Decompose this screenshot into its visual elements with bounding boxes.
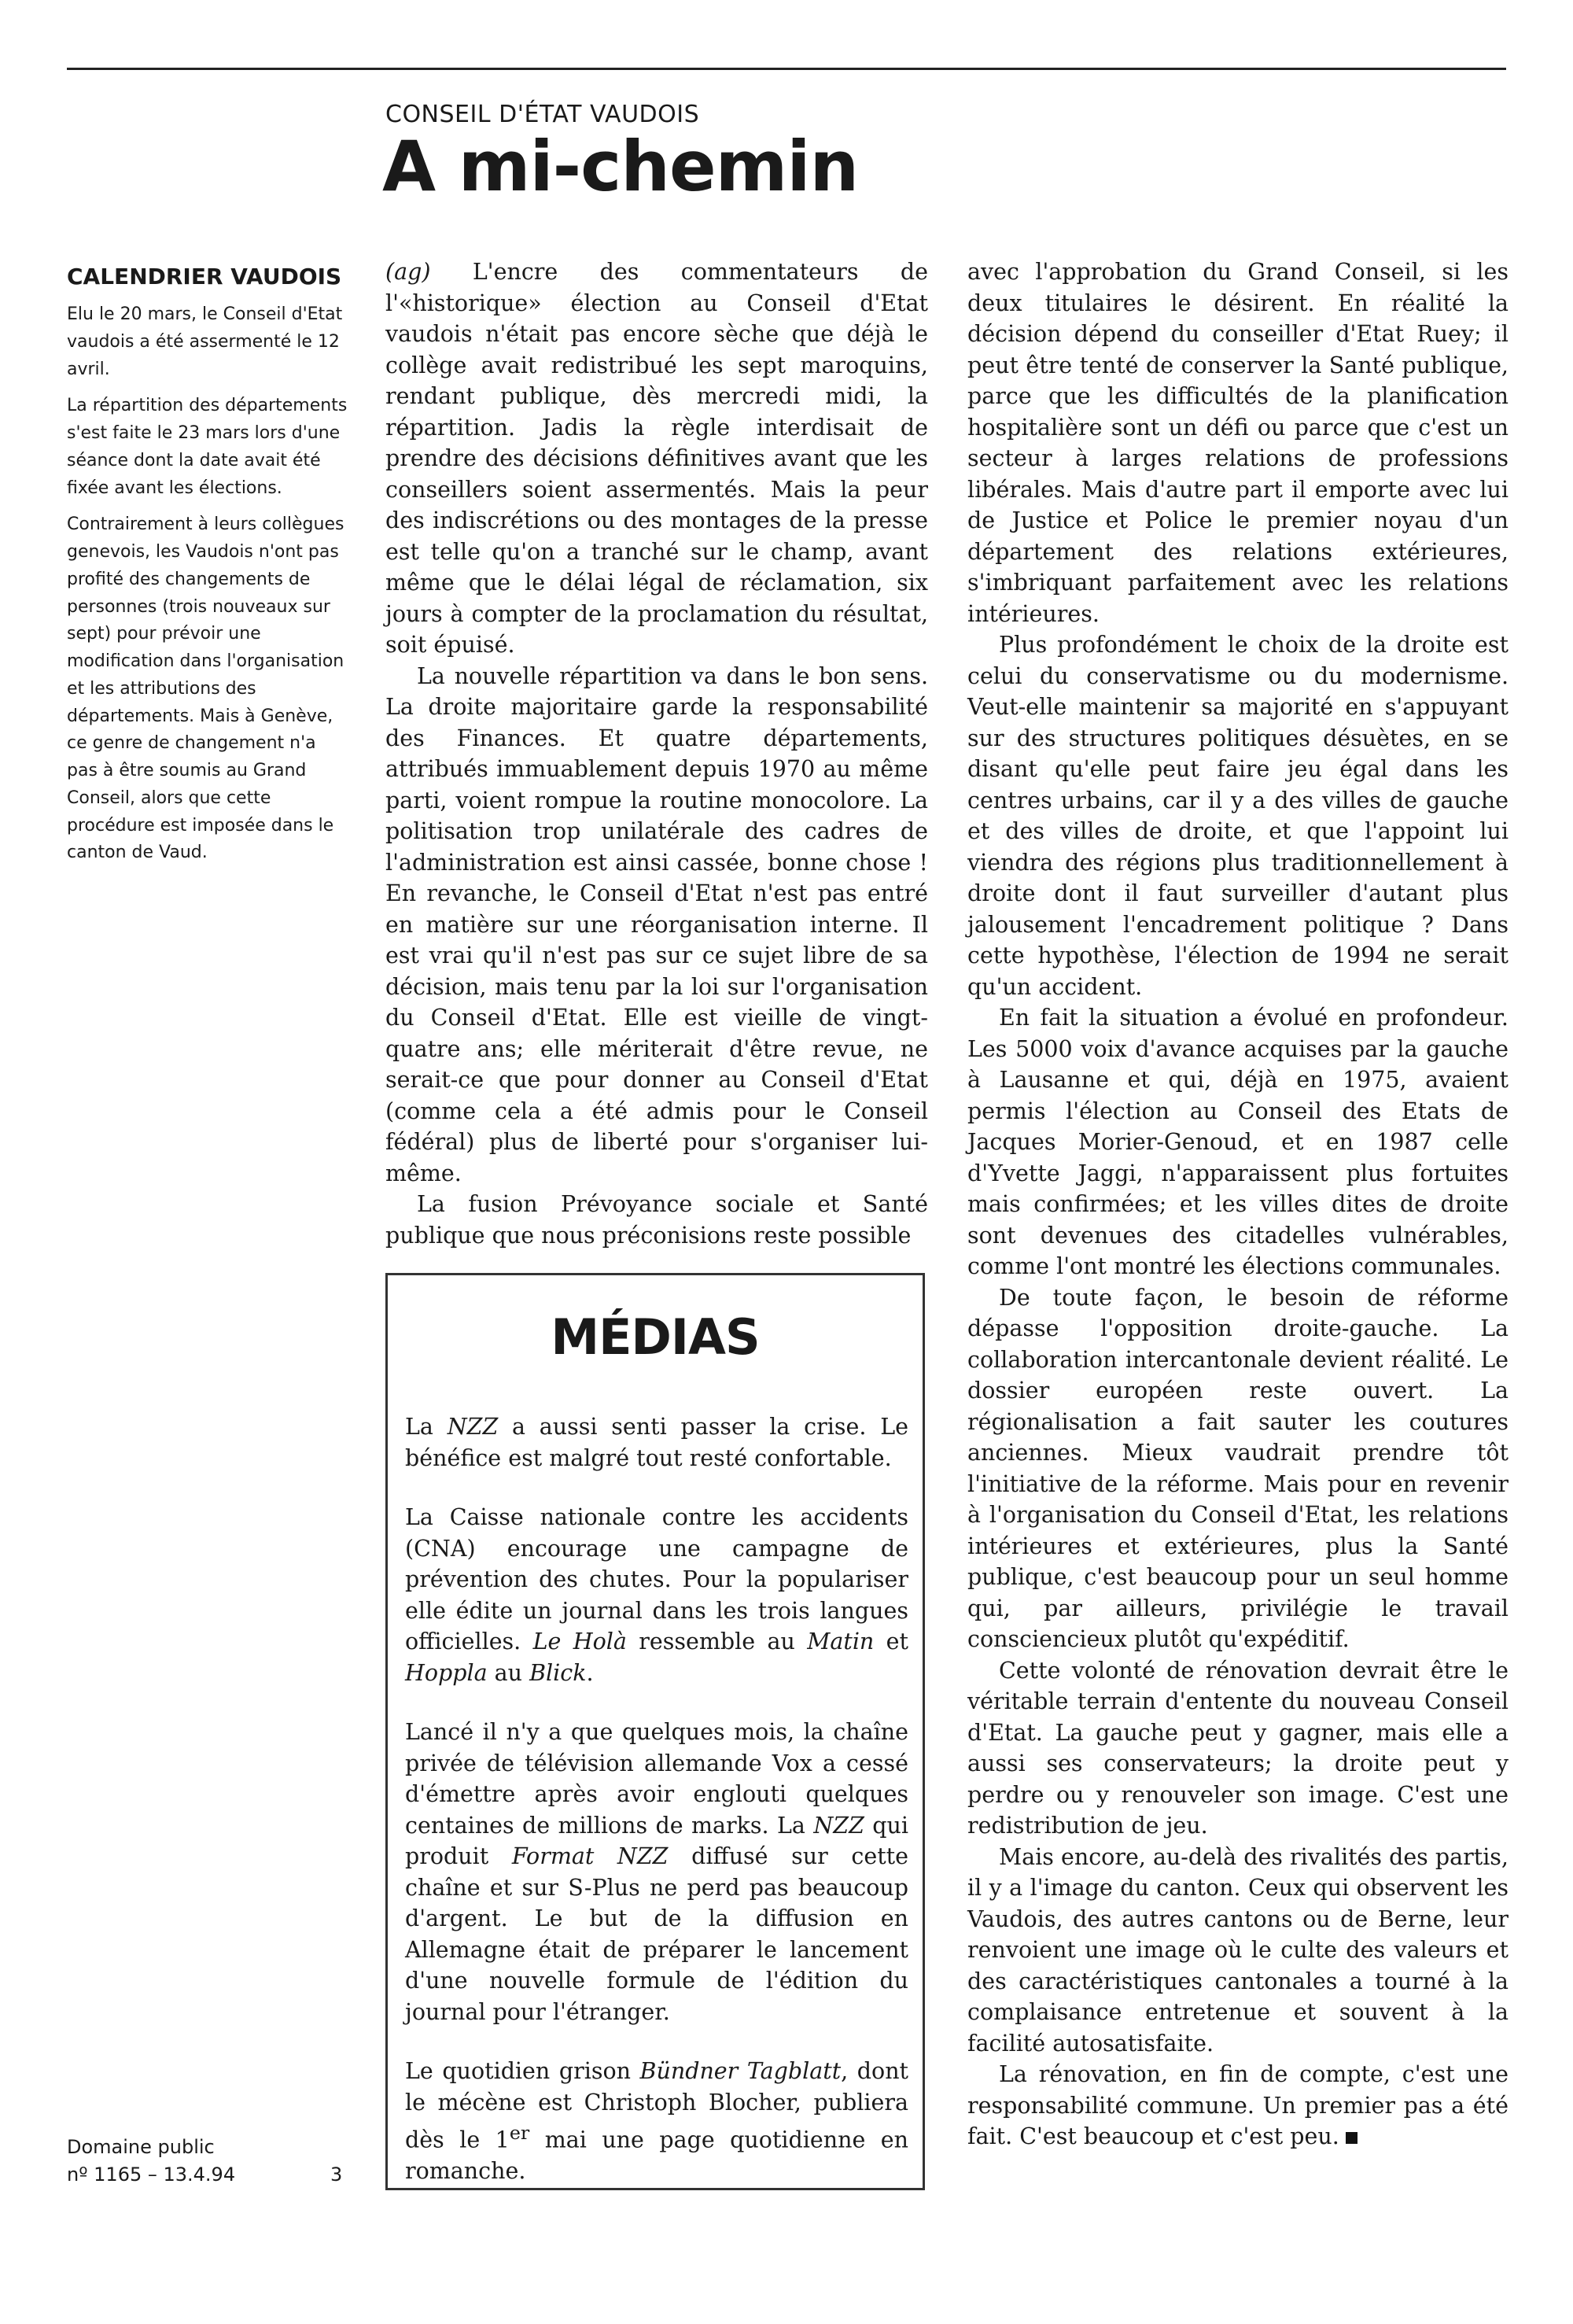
sidebar-paragraph: La répartition des départements s'est faite le 23 mars lors d'une séance dont la date avait été fixée avant les élections. [67, 396, 348, 498]
article-paragraph: La fusion Prévoyance sociale et Santé publique que nous préconisions reste possible [385, 1191, 928, 1249]
medias-title: MÉDIAS [551, 1308, 760, 1366]
medias-item: Le quotidien grison Bündner Tagblatt, dont le mécène est Christoph Blocher, publiera dès le 1er mai une page quotidienne en romanche. [405, 2058, 909, 2184]
sidebar-title: CALENDRIER VAUDOIS [67, 264, 342, 290]
article-paragraph: Mais encore, au-delà des rivalités des partis, il y a l'image du canton. Ceux qui observent les Vaudois, des autres cantons ou de Berne, leur renvoient une image où le culte des valeurs et des caractéristiques cantonales a tourné à la complaisance entretenue et souvent à la facilité autosatisfaite. [967, 1843, 1509, 2057]
sidebar-paragraph: Elu le 20 mars, le Conseil d'Etat vaudois a été assermenté le 12 avril. [67, 304, 343, 379]
headline: A mi-chemin [382, 126, 859, 207]
article-paragraph: La rénovation, en fin de compte, c'est une responsabilité commune. Un premier pas a été fait. C'est beaucoup et c'est peu. [967, 2061, 1509, 2149]
article-paragraph: De toute façon, le besoin de réforme dépasse l'opposition droite-gauche. La collaboration intercantonale devient réalité. Le dossier européen reste ouvert. La régionalisation a fait sauter les coutures anciennes. Mieux vaudrait prendre tôt l'initiative de la réforme. Mais pour en revenir à l'organisation du Conseil d'Etat, les relations intérieures et extérieures, plus la Santé publique, c'est beaucoup pour un seul homme qui, par ailleurs, privilégie le travail consciencieux plutôt qu'expéditif. [967, 1284, 1509, 1652]
issue-number: nº 1165 – 13.4.94 [67, 2163, 236, 2186]
article-paragraph: Plus profondément le choix de la droite est celui du conservatisme ou du modernisme. Veut-elle maintenir sa majorité en s'appuyant sur des structures politiques désuètes, en se disant qu'elle peut faire jeu égal dans les centres urbains, car il y a des villes de gauche et des villes de droite, et que l'appoint lui viendra des régions plus traditionnellement à droite dont il faut surveiller d'autant plus jalousement l'encadrement politique ? Dans cette hypothèse, l'élection de 1994 ne serait qu'un accident. [967, 632, 1509, 1000]
footer-publication [67, 2134, 235, 2189]
section-kicker: CONSEIL D'ÉTAT VAUDOIS [385, 101, 700, 128]
article-paragraph: (ag) L'encre des commentateurs de l'«historique» élection au Conseil d'Etat vaudois n'était pas encore sèche que déjà le collège avait redistribué les sept maroquins, rendant publique, dès mercredi midi, la répartition. Jadis la règle interdisait de prendre des décisions définitives avant que les conseillers soient assermentés. Mais la peur des indiscrétions ou des montages de la presse est telle qu'on a tranché sur le champ, avant même que le délai légal de réclamation, six jours à compter de la proclamation du résultat, soit épuisé. [385, 259, 928, 658]
medias-box [385, 1273, 925, 2190]
article-paragraph: avec l'approbation du Grand Conseil, si les deux titulaires le désirent. En réalité la décision dépend du conseiller d'Etat Ruey; il peut être tenté de conserver la Santé publique, parce que les difficultés de la planification hospitalière sont un défi ou parce que c'est un secteur à larges relations de professions libérales. Mais d'autre part il emporte avec lui de Justice et Police le premier noyau d'un département des relations extérieures, s'imbriquant parfaitement avec les relations intérieures. [967, 259, 1509, 627]
article-paragraph: Cette volonté de rénovation devrait être le véritable terrain d'entente du nouveau Conseil d'Etat. La gauche peut y gagner, mais elle a aussi ses conservateurs; la droite peut y perdre ou y renouveler son image. C'est une redistribution de jeu. [967, 1657, 1509, 1839]
author-initials: (ag) [385, 259, 431, 285]
top-rule [67, 68, 1506, 70]
article-paragraph: En fait la situation a évolué en profondeur. Les 5000 voix d'avance acquises par la gauche à Lausanne et qui, déjà en 1975, avaient permis l'élection au Conseil des Etats de Jacques Morier-Genoud, et en 1987 celle d'Yvette Jaggi, n'apparaissent plus fortuites mais confirmées; et les villes dites de droite sont devenues des citadelles vulnérables, comme l'ont montré les élections communales. [967, 1005, 1509, 1279]
medias-item: La NZZ a aussi senti passer la crise. Le bénéfice est malgré tout resté confortable. [405, 1414, 908, 1471]
article-paragraph: La nouvelle répartition va dans le bon sens. La droite majoritaire garde la responsabilité des Finances. Et quatre départements, attribués immuablement depuis 1970 au même parti, voient rompue la routine monocolore. La politisation trop unilatérale des cadres de l'administration est ainsi cassée, bonne chose ! En revanche, le Conseil d'Etat n'est pas entré en matière sur une réorganisation interne. Il est vrai qu'il n'est pas sur ce sujet libre de sa décision, mais tenu par la loi sur l'organisation du Conseil d'Etat. Elle est vieille de vingt-quatre ans; elle mériterait d'être revue, ne serait-ce que pour donner au Conseil d'Etat (comme cela a été admis pour le Conseil fédéral) plus de liberté pour s'organiser lui-même. [385, 662, 928, 1186]
article-column-right [967, 256, 1509, 2152]
end-of-article-mark [1346, 2132, 1357, 2144]
sidebar-paragraph: Contrairement à leurs collègues genevois, les Vaudois n'ont pas profité des changements de personnes (trois nouveaux sur sept) pour prévoir une modification dans l'organisation et les attributions des départements. Mais à Genève, ce genre de changement n'a pas à être soumis au Grand Conseil, alors que cette procédure est imposée dans le canton de Vaud. [67, 515, 344, 863]
medias-item: Lancé il n'y a que quelques mois, la chaîne privée de télévision allemande Vox a cessé d'émettre après avoir englouti quelques centaines de millions de marks. La NZZ qui produit Format NZZ diffusé sur cette chaîne et sur S-Plus ne perd pas beaucoup d'argent. Le but de la diffusion en Allemagne était de préparer le lancement d'une nouvelle formule de l'édition du journal pour l'étranger. [405, 1719, 908, 2025]
medias-item: La Caisse nationale contre les accidents (CNA) encourage une campagne de prévention des chutes. Pour la populariser elle édite un journal dans les trois langues officielles. Le Holà ressemble au Matin et Hoppla au Blick. [405, 1504, 908, 1686]
article-column-middle [385, 256, 928, 1251]
page-number: 3 [330, 2164, 343, 2186]
publication-name: Domaine public [67, 2136, 215, 2158]
sidebar-calendar [67, 263, 350, 876]
